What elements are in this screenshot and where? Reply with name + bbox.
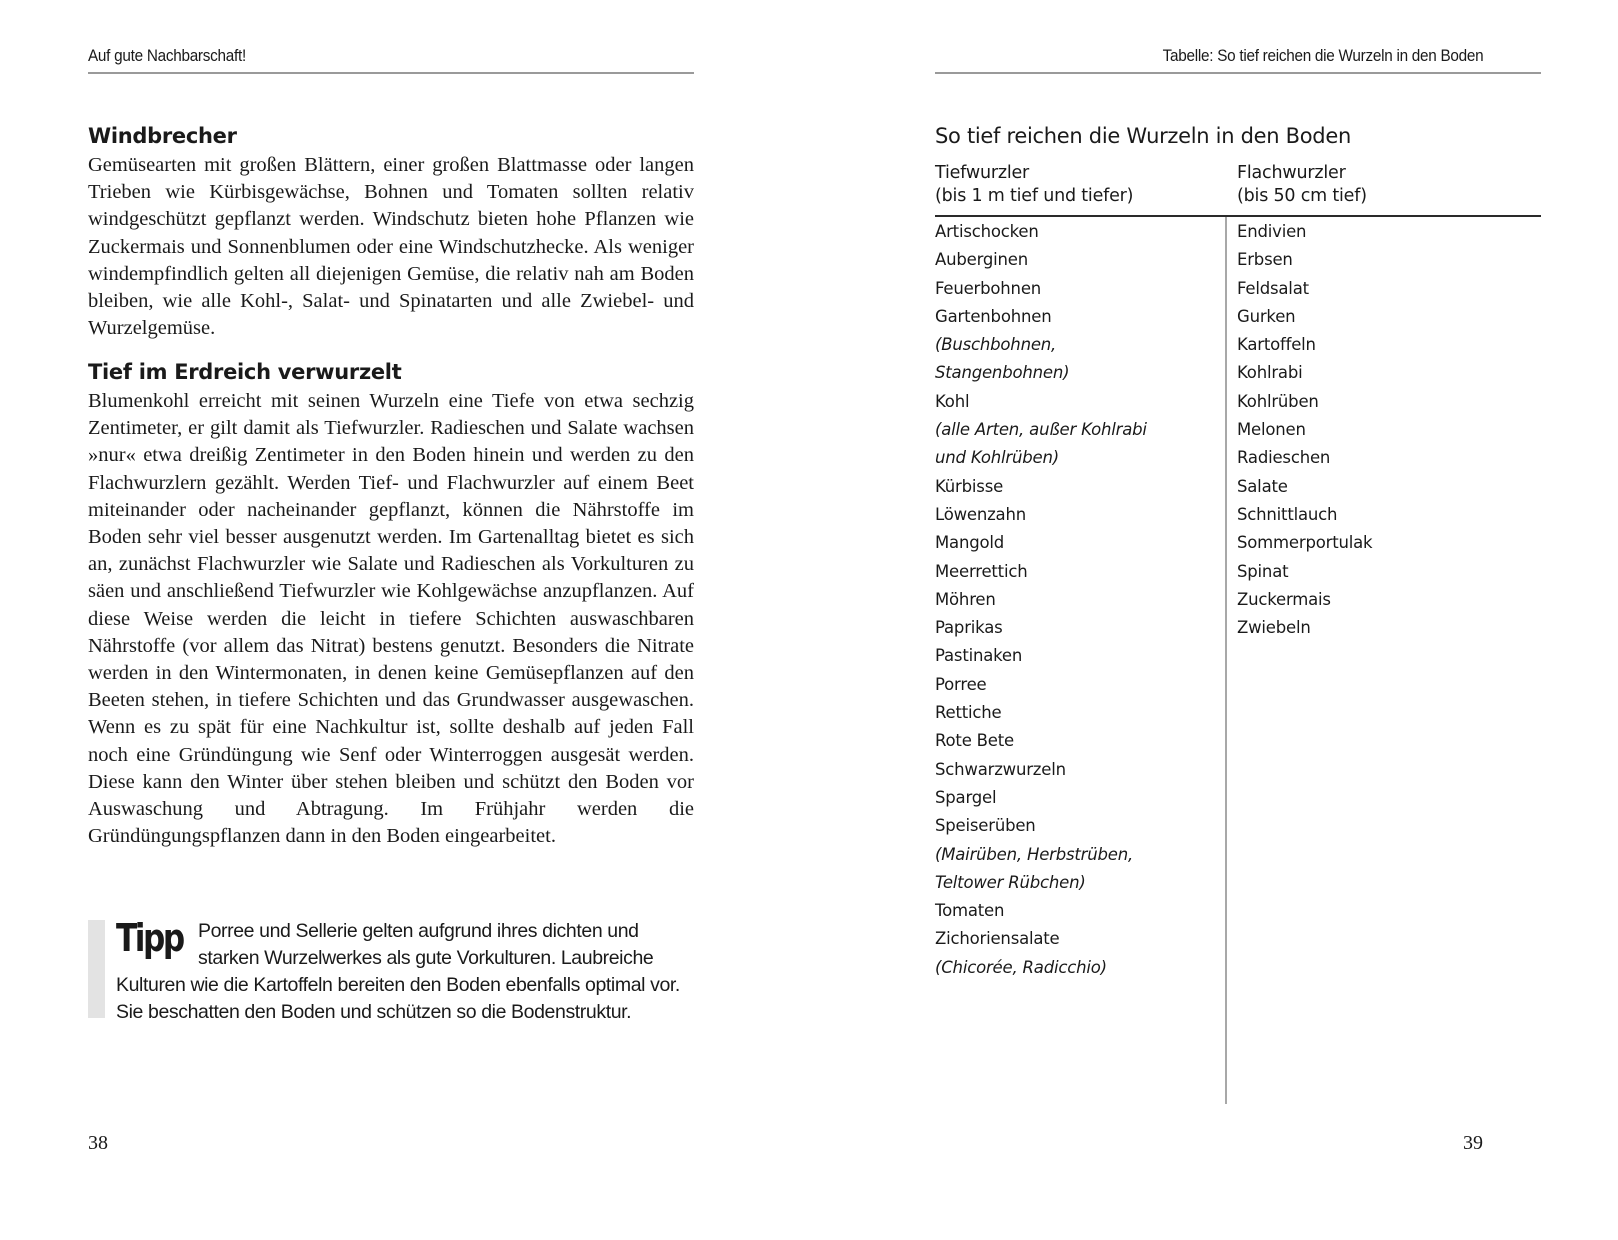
- table-title: So tief reichen die Wurzeln in den Boden: [935, 124, 1351, 148]
- right-page: [809, 0, 1618, 1240]
- table-cell: Gurken: [1237, 306, 1296, 326]
- table-cell: Schnittlauch: [1237, 504, 1338, 524]
- table-cell-note: (Chicorée, Radicchio): [935, 957, 1107, 977]
- table-cell: Auberginen: [935, 250, 1028, 270]
- table-cell: Spargel: [935, 787, 997, 807]
- column-header-flachwurzler: [1237, 162, 1367, 208]
- column-header-tiefwurzler: [935, 162, 1133, 208]
- table-cell: Zwiebeln: [1237, 618, 1311, 638]
- table-cell: Schwarzwurzeln: [935, 759, 1066, 779]
- table-cell: Feuerbohnen: [935, 278, 1042, 298]
- table-cell: Spinat: [1237, 561, 1289, 581]
- table-cell: Tomaten: [935, 901, 1005, 921]
- header-rule: [935, 72, 1541, 74]
- table-cell-note: (Mairüben, Herbstrüben,: [935, 844, 1134, 864]
- table-cell: Mangold: [935, 533, 1005, 553]
- table-cell: Feldsalat: [1237, 278, 1309, 298]
- running-head: Auf gute Nachbarschaft!: [88, 46, 246, 65]
- table-cell: Zichoriensalate: [935, 929, 1060, 949]
- table-cell: Meerrettich: [935, 561, 1028, 581]
- table-cell-note: Teltower Rübchen): [935, 872, 1086, 892]
- table-cell: Porree: [935, 674, 987, 694]
- table-cell: Endivien: [1237, 222, 1307, 241]
- tiefwurzler-list: [935, 218, 1147, 982]
- tip-accent-bar: [88, 920, 105, 1018]
- table-cell: Radieschen: [1237, 448, 1331, 468]
- table-cell-note: (Buschbohnen,: [935, 335, 1057, 355]
- table-cell: Melonen: [1237, 420, 1306, 440]
- column-header-label: Tiefwurzler: [935, 163, 1030, 183]
- table-cell: Kartoffeln: [1237, 335, 1316, 355]
- table-cell: Rettiche: [935, 703, 1002, 723]
- column-header-sublabel: (bis 1 m tief und tiefer): [935, 186, 1134, 206]
- page-number: 39: [1463, 1132, 1483, 1154]
- table-cell: Kohlrabi: [1237, 363, 1303, 383]
- table-cell: Salate: [1237, 476, 1288, 496]
- column-header-sublabel: (bis 50 cm tief): [1237, 186, 1367, 206]
- section-title-tief-verwurzelt: Tief im Erdreich verwurzelt: [88, 360, 402, 384]
- running-head: Tabelle: So tief reichen die Wurzeln in den Boden: [1162, 46, 1483, 65]
- table-cell: Rote Bete: [935, 731, 1014, 751]
- section-body-tief-verwurzelt: Blumenkohl erreicht mit seinen Wurzeln eine Tiefe von etwa sechzig Zentimeter, er gilt damit als Tiefwurzler. Radieschen und Salate wachsen »nur« etwa dreißig Zentimeter in den Boden hinein und werden zu den Flachwurzlern gezählt. Werden Tief- und Flachwurzler auf einem Beet miteinander oder nacheinander gepflanzt, können die Nährstoffe im Boden sehr viel besser ausgenutzt werden. Im Gartenalltag bietet es sich an, zunächst Flachwurzler wie Salate und Radieschen als Vorkulturen zu säen und anschließend Tiefwurzler wie Kohlgewächse anzupflanzen. Auf diese Weise werden die leicht in tiefere Schichten auswaschbaren Nährstoffe (vor allem das Nitrat) bestens genutzt. Besonders die Nitrate werden in den Wintermonaten, in denen keine Gemüsepflanzen auf den Beeten stehen, in tiefere Schichten und das Grundwasser ausgewaschen. Wenn es zu spät für eine Nachkultur ist, sollte deshalb auf jeden Fall noch eine Gründüngung wie Senf oder Winterroggen ausgesät werden. Diese kann den Winter über stehen bleiben und schützt den Boden vor Auswaschung und Abtragung. Im Frühjahr werden die Gründüngungspflanzen dann in den Boden eingearbeitet.: [88, 390, 694, 848]
- table-cell: Kürbisse: [935, 476, 1004, 496]
- section-body-windbrecher: Gemüsearten mit großen Blättern, einer großen Blattmasse oder langen Trieben wie Kürbisgewächse, Bohnen und Tomaten sollten relativ windgeschützt gepflanzt werden. Windschutz bieten hohe Pflanzen wie Zuckermais und Sonnenblumen oder eine Windschutzhecke. Als weniger windempfindlich gelten all diejenigen Gemüse, die relativ nah am Boden bleiben, wie alle Kohl-, Salat- und Spinatarten und alle Zwiebel- und Wurzelgemüse.: [88, 154, 694, 340]
- table-cell: Paprikas: [935, 618, 1003, 638]
- table-cell-note: Stangenbohnen): [935, 363, 1070, 383]
- table-cell: Erbsen: [1237, 250, 1293, 270]
- table-cell: Löwenzahn: [935, 504, 1026, 524]
- tip-text: Porree und Sellerie gelten aufgrund ihres dichten und starken Wurzelwerkes als gute Vorkulturen. Laubreiche Kulturen wie die Kartoffeln bereiten den Boden ebenfalls optimal vor. Sie beschatten den Boden und schützen so die Bodenstruktur.: [116, 920, 680, 1023]
- table-cell: Speiserüben: [935, 816, 1036, 836]
- tip-box: [88, 916, 694, 1023]
- table-cell: Kohl: [935, 391, 970, 411]
- table-cell-note: und Kohlrüben): [935, 448, 1059, 468]
- table-cell: Artischocken: [935, 222, 1039, 241]
- table-cell: Pastinaken: [935, 646, 1023, 666]
- flachwurzler-list: [1237, 218, 1372, 642]
- tip-paragraph: [116, 918, 694, 1026]
- table-cell: Kohlrüben: [1237, 391, 1319, 411]
- table-cell: Möhren: [935, 589, 996, 609]
- table-cell: Zuckermais: [1237, 589, 1331, 609]
- table-cell: Gartenbohnen: [935, 306, 1052, 326]
- column-header-label: Flachwurzler: [1237, 163, 1346, 183]
- column-divider: [1225, 217, 1227, 1104]
- section-title-windbrecher: Windbrecher: [88, 124, 237, 148]
- header-rule: [88, 72, 694, 74]
- page-number: 38: [88, 1132, 108, 1154]
- table-cell-note: (alle Arten, außer Kohlrabi: [935, 420, 1147, 440]
- table-header-rule: [935, 215, 1541, 217]
- table-cell: Sommerportulak: [1237, 533, 1373, 553]
- tip-logo-icon: Tipp: [116, 916, 183, 960]
